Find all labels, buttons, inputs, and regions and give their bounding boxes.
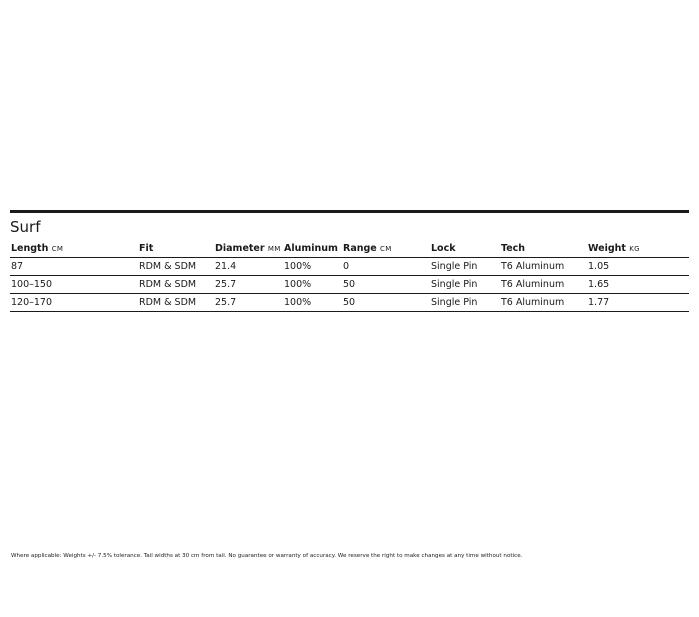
table-header-row bbox=[10, 241, 689, 258]
section-title: Surf bbox=[10, 218, 41, 236]
cell-diameter: 25.7 bbox=[214, 276, 283, 294]
cell-fit: RDM & SDM bbox=[138, 294, 214, 312]
cell-aluminum: 100% bbox=[283, 276, 342, 294]
cell-lock: Single Pin bbox=[430, 258, 500, 276]
cell-aluminum: 100% bbox=[283, 294, 342, 312]
cell-weight: 1.65 bbox=[587, 276, 689, 294]
column-header-diameter: Diameter MM bbox=[214, 241, 283, 258]
column-header-length: Length CM bbox=[10, 241, 138, 258]
cell-diameter: 25.7 bbox=[214, 294, 283, 312]
column-header-weight: Weight KG bbox=[587, 241, 689, 258]
table-row bbox=[10, 276, 689, 294]
cell-lock: Single Pin bbox=[430, 294, 500, 312]
column-header-tech: Tech bbox=[500, 241, 587, 258]
cell-fit: RDM & SDM bbox=[138, 276, 214, 294]
cell-tech: T6 Aluminum bbox=[500, 258, 587, 276]
cell-range: 0 bbox=[342, 258, 430, 276]
cell-range: 50 bbox=[342, 276, 430, 294]
section-divider bbox=[10, 210, 689, 213]
cell-tech: T6 Aluminum bbox=[500, 294, 587, 312]
cell-fit: RDM & SDM bbox=[138, 258, 214, 276]
cell-length: 100–150 bbox=[10, 276, 138, 294]
column-header-aluminum: Aluminum bbox=[283, 241, 342, 258]
column-header-fit: Fit bbox=[138, 241, 214, 258]
table-row bbox=[10, 258, 689, 276]
cell-range: 50 bbox=[342, 294, 430, 312]
cell-aluminum: 100% bbox=[283, 258, 342, 276]
cell-length: 87 bbox=[10, 258, 138, 276]
cell-length: 120–170 bbox=[10, 294, 138, 312]
table-row bbox=[10, 294, 689, 312]
cell-weight: 1.77 bbox=[587, 294, 689, 312]
disclaimer-footnote: Where applicable: Weights +/- 7.5% tolerance. Tail widths at 30 cm from tail. No guarantee or warranty of accuracy. We reserve the right to make changes at any time without notice. bbox=[11, 553, 523, 559]
cell-tech: T6 Aluminum bbox=[500, 276, 587, 294]
column-header-range: Range CM bbox=[342, 241, 430, 258]
spec-section bbox=[10, 210, 689, 312]
column-header-lock: Lock bbox=[430, 241, 500, 258]
spec-table bbox=[10, 241, 689, 312]
cell-lock: Single Pin bbox=[430, 276, 500, 294]
cell-diameter: 21.4 bbox=[214, 258, 283, 276]
cell-weight: 1.05 bbox=[587, 258, 689, 276]
